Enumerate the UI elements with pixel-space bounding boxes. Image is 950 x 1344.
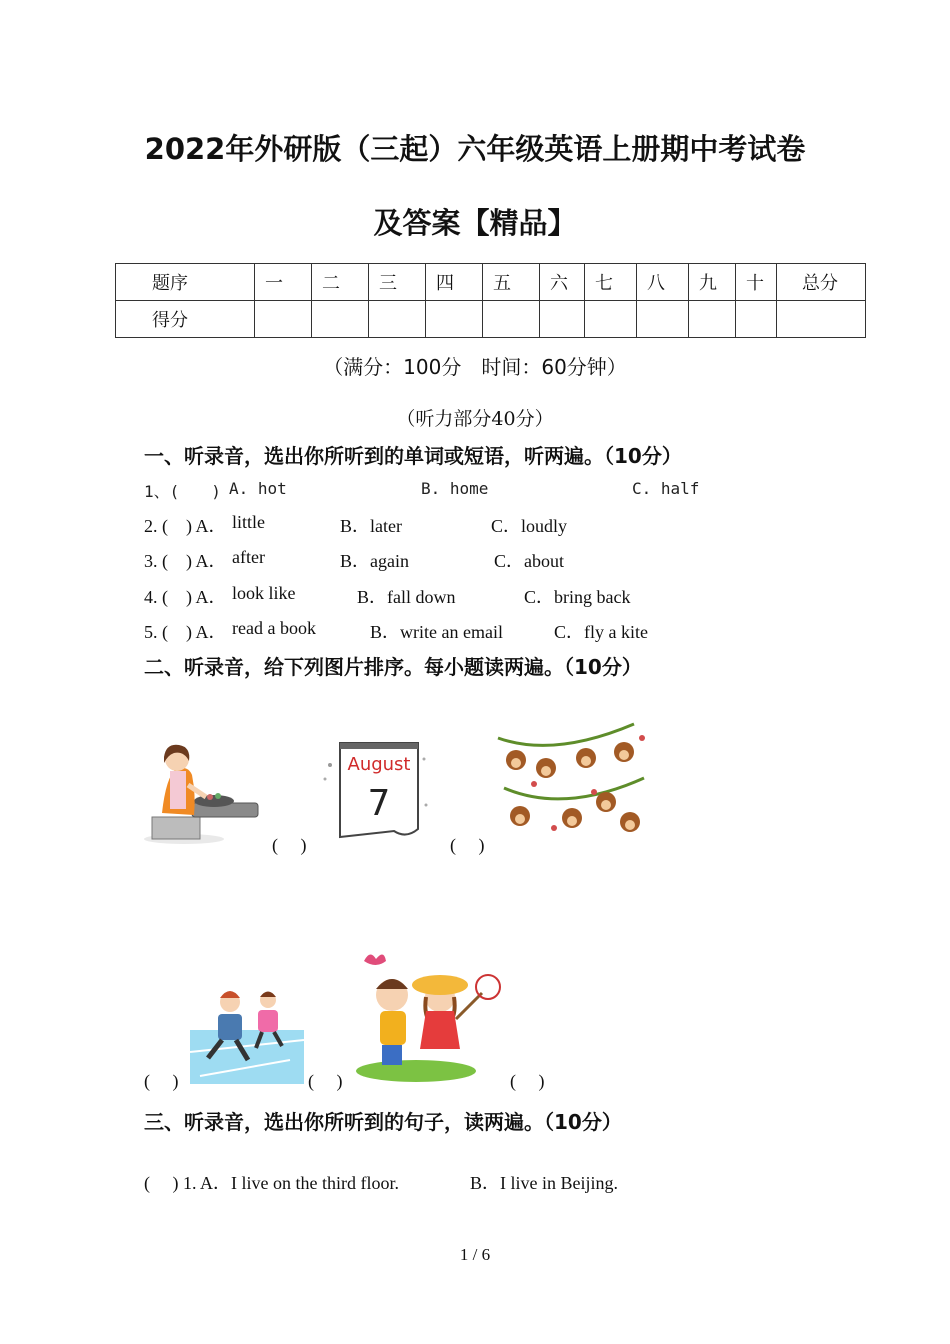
option-b: B．write an email: [370, 622, 503, 642]
score-header-cell: 四: [426, 264, 483, 301]
calendar-month: August: [347, 754, 411, 775]
option-a: A. hot: [229, 479, 287, 498]
butterfly-kids-image: [354, 945, 504, 1083]
score-header-cell: 题序: [116, 264, 255, 301]
option-c: C．loudly: [491, 516, 568, 536]
score-header-cell: 二: [312, 264, 369, 301]
question-number: 2. ( ) A．: [144, 516, 227, 536]
score-cell[interactable]: [426, 301, 483, 338]
score-cell[interactable]: [540, 301, 585, 338]
calendar-image: [320, 735, 428, 843]
option-c: C．fly a kite: [554, 622, 648, 642]
question-number: 5. ( ) A．: [144, 622, 227, 642]
cooking-woman-image: [144, 735, 274, 847]
score-header-cell: 三: [369, 264, 426, 301]
score-header-cell: 六: [540, 264, 585, 301]
part1-heading: 一、听录音，选出你所听到的单词或短语，听两遍。（10分）: [144, 444, 682, 468]
order-blank-3[interactable]: ( ): [144, 1071, 179, 1091]
score-header-cell: 一: [255, 264, 312, 301]
score-header-cell: 九: [689, 264, 736, 301]
part3-question-1: ( ) 1. A．I live on the third floor.: [144, 1173, 399, 1193]
score-cell[interactable]: [312, 301, 369, 338]
score-cell[interactable]: [736, 301, 777, 338]
score-cell[interactable]: [483, 301, 540, 338]
score-cell[interactable]: [255, 301, 312, 338]
option-b: B．later: [340, 516, 402, 536]
score-cell[interactable]: [777, 301, 866, 338]
option-c: C. half: [632, 479, 700, 498]
option-a: little: [232, 512, 265, 532]
score-header-cell: 总分: [777, 264, 866, 301]
calendar-day: 7: [367, 783, 391, 824]
score-cell[interactable]: [585, 301, 637, 338]
title-line1: 2022年外研版（三起）六年级英语上册期中考试卷: [144, 132, 806, 166]
score-row-label: 得分: [116, 301, 255, 338]
option-c: C．bring back: [524, 587, 631, 607]
order-blank-2[interactable]: ( ): [450, 835, 485, 855]
order-blank-4[interactable]: ( ): [308, 1071, 343, 1091]
option-a: read a book: [232, 618, 316, 638]
score-table-header-row: [116, 264, 866, 301]
option-a: after: [232, 547, 265, 567]
option-a: look like: [232, 583, 296, 603]
score-header-cell: 十: [736, 264, 777, 301]
score-cell[interactable]: [369, 301, 426, 338]
score-header-cell: 五: [483, 264, 540, 301]
question-number: 4. ( ) A．: [144, 587, 227, 607]
score-table-score-row: [116, 301, 866, 338]
score-header-cell: 八: [637, 264, 689, 301]
score-table: [115, 263, 866, 338]
order-blank-5[interactable]: ( ): [510, 1071, 545, 1091]
option-c: C．about: [494, 551, 564, 571]
part3-question-1-option-b: B．I live in Beijing.: [470, 1173, 618, 1193]
part2-heading: 二、听录音，给下列图片排序。每小题读两遍。（10分）: [144, 655, 642, 679]
skating-kids-image: [190, 982, 304, 1084]
question-number: 3. ( ) A．: [144, 551, 227, 571]
option-b: B．fall down: [357, 587, 456, 607]
exam-info: （满分：100分 时间：60分钟）: [323, 355, 627, 379]
listening-section-label: （听力部分40分）: [396, 408, 554, 430]
part3-heading: 三、听录音，选出你所听到的句子，读两遍。（10分）: [144, 1110, 622, 1134]
question-number: 1、( ): [144, 482, 221, 501]
option-b: B．again: [340, 551, 409, 571]
title-line2: 及答案【精品】: [373, 206, 577, 240]
option-b: B. home: [421, 479, 489, 498]
page-number: 1 / 6: [459, 1245, 491, 1264]
score-header-cell: 七: [585, 264, 637, 301]
order-blank-1[interactable]: ( ): [272, 835, 307, 855]
score-cell[interactable]: [689, 301, 736, 338]
score-cell[interactable]: [637, 301, 689, 338]
monkeys-image: [494, 718, 652, 846]
